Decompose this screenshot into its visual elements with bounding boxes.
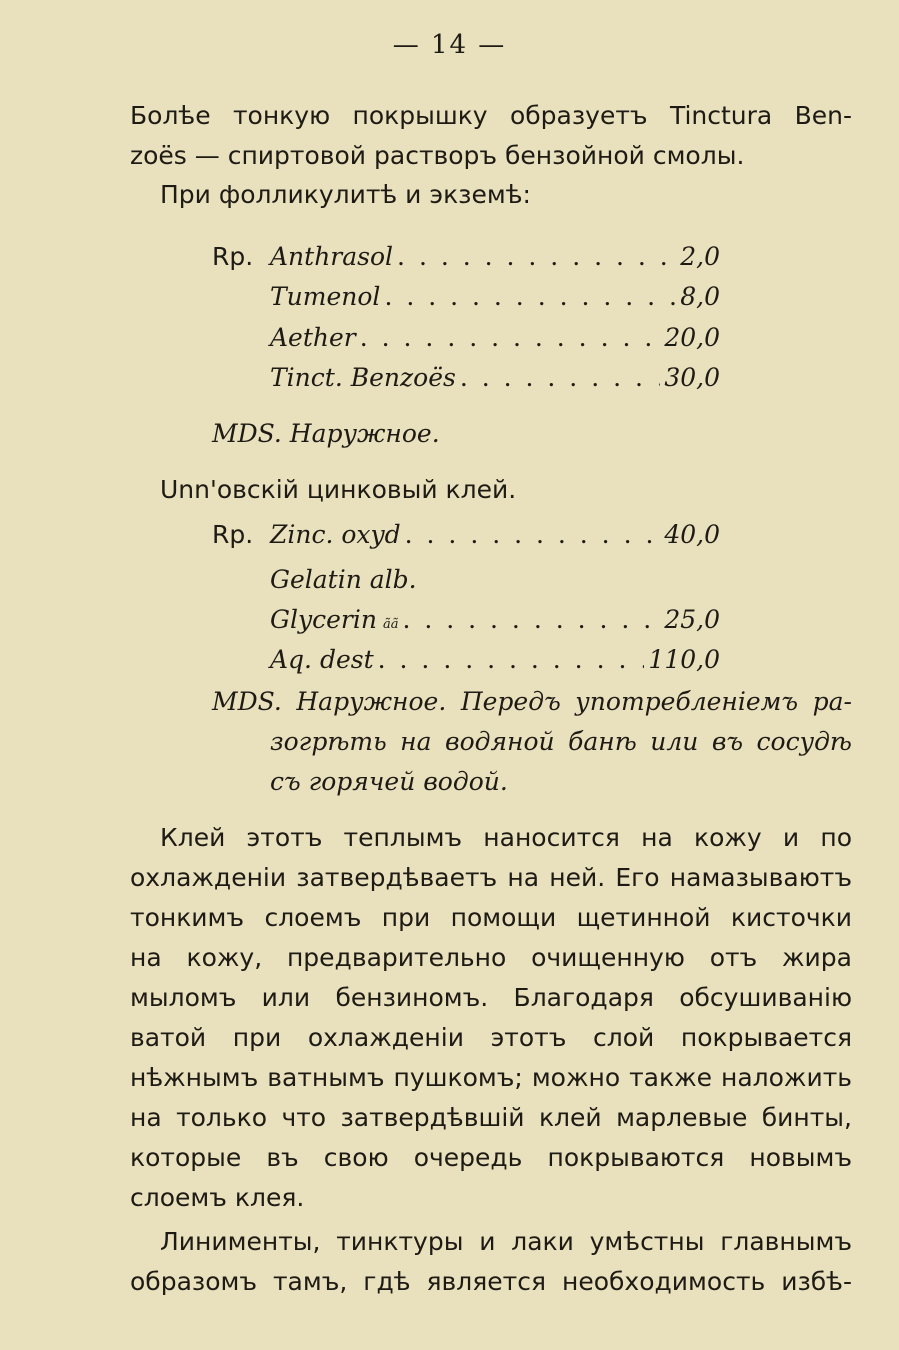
page-number: — 14 — (392, 30, 507, 60)
ingredient-amount: 20,0 (664, 323, 720, 352)
paragraph-line: которые въ свою очередь покрываются новымъ (130, 1143, 852, 1172)
recipe1-heading: При фолликулитѣ и экземѣ: (160, 180, 531, 209)
recipe2-mds-line: зогрѣть на водяной банѣ или въ сосудѣ (270, 727, 852, 756)
recipe2-mds-line: съ горячей водой. (270, 767, 508, 796)
paragraph-line: охлажденіи затвердѣваетъ на ней. Его намазываютъ (130, 863, 852, 892)
recipe2-mds-line: MDS. Наружное. Передъ употребленіемъ ра- (212, 687, 852, 716)
ingredient-name: Aq. dest (270, 645, 374, 674)
ingredient-name: Anthrasol (270, 242, 394, 271)
paragraph-line: на только что затвердѣвшій клей марлевые бинты, (130, 1103, 852, 1132)
ingredient-amount: 2,0 (680, 242, 720, 271)
leader-dots (360, 318, 661, 358)
ingredient-name: Aether (270, 323, 356, 352)
paragraph-line: тонкимъ слоемъ при помощи щетинной кисточки (130, 903, 852, 932)
ingredient-amount: 110,0 (648, 645, 720, 674)
intro-line-1: Болѣе тонкую покрышку образуетъ Tinctura Ben- (130, 101, 852, 130)
paragraph-line: Клей этотъ теплымъ наносится на кожу и по (160, 823, 852, 852)
paragraph-line: Линименты, тинктуры и лаки умѣстны главнымъ (160, 1227, 852, 1256)
ingredient-amount: 8,0 (680, 282, 720, 311)
paragraph-line: образомъ тамъ, гдѣ является необходимость избѣ- (130, 1267, 852, 1296)
ingredient-name: Glycerin (270, 605, 377, 634)
ana-symbol: ãã (382, 617, 399, 632)
paragraph-line: мыломъ или бензиномъ. Благодаря обсушиванію (130, 983, 852, 1012)
leader-dots (402, 600, 660, 640)
ingredient-amount: 25,0 (664, 605, 720, 634)
leader-dots (397, 237, 676, 277)
recipe1-ingredient (270, 237, 720, 277)
ingredient-name: Tinct. Benzoës (270, 363, 456, 392)
paragraph-line: ватой при охлажденіи этотъ слой покрывается (130, 1023, 852, 1052)
paragraph-line: слоемъ клея. (130, 1183, 305, 1212)
recipe1-ingredient (270, 318, 720, 358)
paragraph-line: нѣжнымъ ватнымъ пушкомъ; можно также наложить (130, 1063, 852, 1092)
recipe2-ingredient (270, 560, 720, 600)
ingredient-name: Tumenol (270, 282, 381, 311)
recipe2-ingredient (270, 515, 720, 555)
recipe1-rp: Rp. (212, 242, 254, 271)
leader-dots (384, 277, 676, 317)
recipe1-ingredient (270, 277, 720, 317)
intro-line-2: zoës — спиртовой растворъ бензойной смолы. (130, 141, 745, 170)
leader-dots (378, 640, 645, 680)
paragraph-line: на кожу, предварительно очищенную отъ жира (130, 943, 852, 972)
recipe1-mds: MDS. Наружное. (212, 419, 440, 448)
leader-dots (405, 515, 661, 555)
ingredient-name: Zinc. oxyd (270, 520, 401, 549)
recipe2-ingredient (270, 600, 720, 645)
recipe2-heading: Unn'овскій цинковый клей. (160, 475, 517, 504)
ingredient-amount: 30,0 (664, 363, 720, 392)
recipe2-rp: Rp. (212, 520, 254, 549)
ingredient-amount: 40,0 (664, 520, 720, 549)
ingredient-name: Gelatin alb. (270, 565, 417, 594)
recipe2-ingredient (270, 640, 720, 680)
leader-dots (460, 358, 661, 398)
recipe1-ingredient (270, 358, 720, 398)
